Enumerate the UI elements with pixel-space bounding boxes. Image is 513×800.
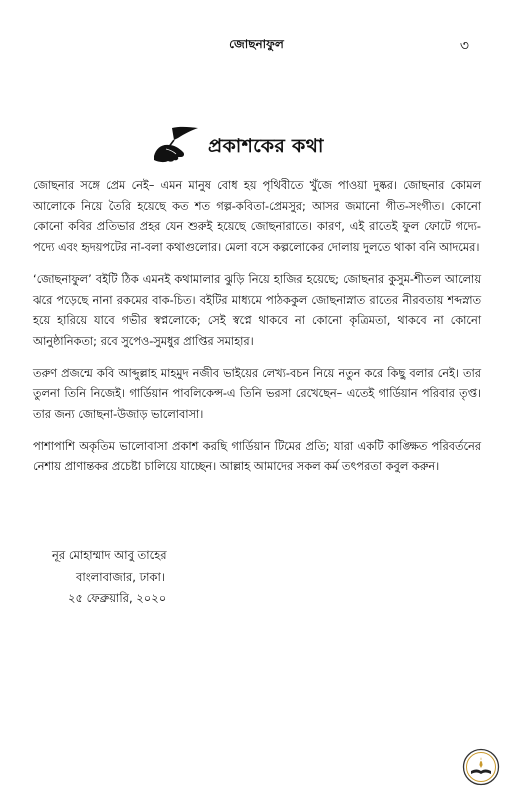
writing-hand-with-quill-icon [152,126,202,166]
signature-name: নূর মোহাম্মাদ আবু তাহের [52,548,167,562]
paragraph: পাশাপাশি অকৃতিম ভালোবাসা প্রকাশ করছি গার্ডিয়ান টিমের প্রতি; যারা একটি কাঙ্ক্ষিত পরিবর্তনের নেশায় প্রাণান্তকর প্রচেষ্টা চালিয়ে যাচ্ছেন। আল্লাহ আমাদের সকল কর্ম তৎপরতা কবুল করুন। [33,439,481,474]
section-heading [0,126,513,166]
publisher-book-logo-icon [462,748,500,786]
page-header [0,34,513,56]
paragraph: জোছনার সঙ্গে প্রেম নেই– এমন মানুষ বোধ হয় পৃথিবীতে খুঁজে পাওয়া দুষ্কর। জোছনার কোমল আলোকে নিয়ে তৈরি হয়েছে কত শত গল্প-কবিতা-প্রেমসুর; আসর জমানো গীত-সংগীত। কোনো কোনো কবির প্রতিভার প্রহর যেন শুরুই হয়েছে জোছনারাতে। কারণ, এই রাতেই ফুল ফোটে গদ্যে-পদ্যে এবং হৃদয়পটের না-বলা কথাগুলোর। মেলা বসে কল্পলোকের দোলায় দুলতে থাকা বনি আদমের। [33,179,481,255]
paragraph: তরুণ প্রজন্মে কবি আব্দুল্লাহ মাহমুদ নজীব ভাইয়ের লেখ্য-বচন নিয়ে নতুন করে কিছু বলার নেই। তার তুলনা তিনি নিজেই। গার্ডিয়ান পাবলিকেন্স-এ তিনি ভরসা রেখেছেন– এতেই গার্ডিয়ান পরিবার তৃপ্ত। তার জন্য জোছনা-উজাড় ভালোবাসা। [33,366,481,422]
paragraph: ‘জোছনাফুল’ বইটি ঠিক এমনই কথামালার ঝুড়ি নিয়ে হাজির হয়েছে; জোছনার কুসুম-শীতল আলোয় ঝরে পড়েছে নানা রকমের বাক-চিত। বইটির মাধ্যমে পাঠককুল জোছনাস্নাত রাতের নীরবতায় শব্দস্নাত হয়ে হারিয়ে যাবে গভীর স্বপ্নলোকে; সেই স্বপ্নে থাকবে না কোনো কৃত্রিমতা, থাকবে না কোনো আনুষ্ঠানিকতা; রবে সুপেও-সুমধুর প্রাপ্তির সমাহার। [33,272,481,348]
signature-place: বাংলাবাজার, ঢাকা। [76,569,165,584]
heading-title: প্রকাশকের কথা [208,135,324,157]
page-number: ৩ [459,38,469,54]
body-text [33,176,481,489]
signature-date: ২৫ ফেব্রুয়ারি, ২০২০ [68,591,167,605]
running-title: জোছনাফুল [229,37,284,51]
signature-block [52,545,167,610]
